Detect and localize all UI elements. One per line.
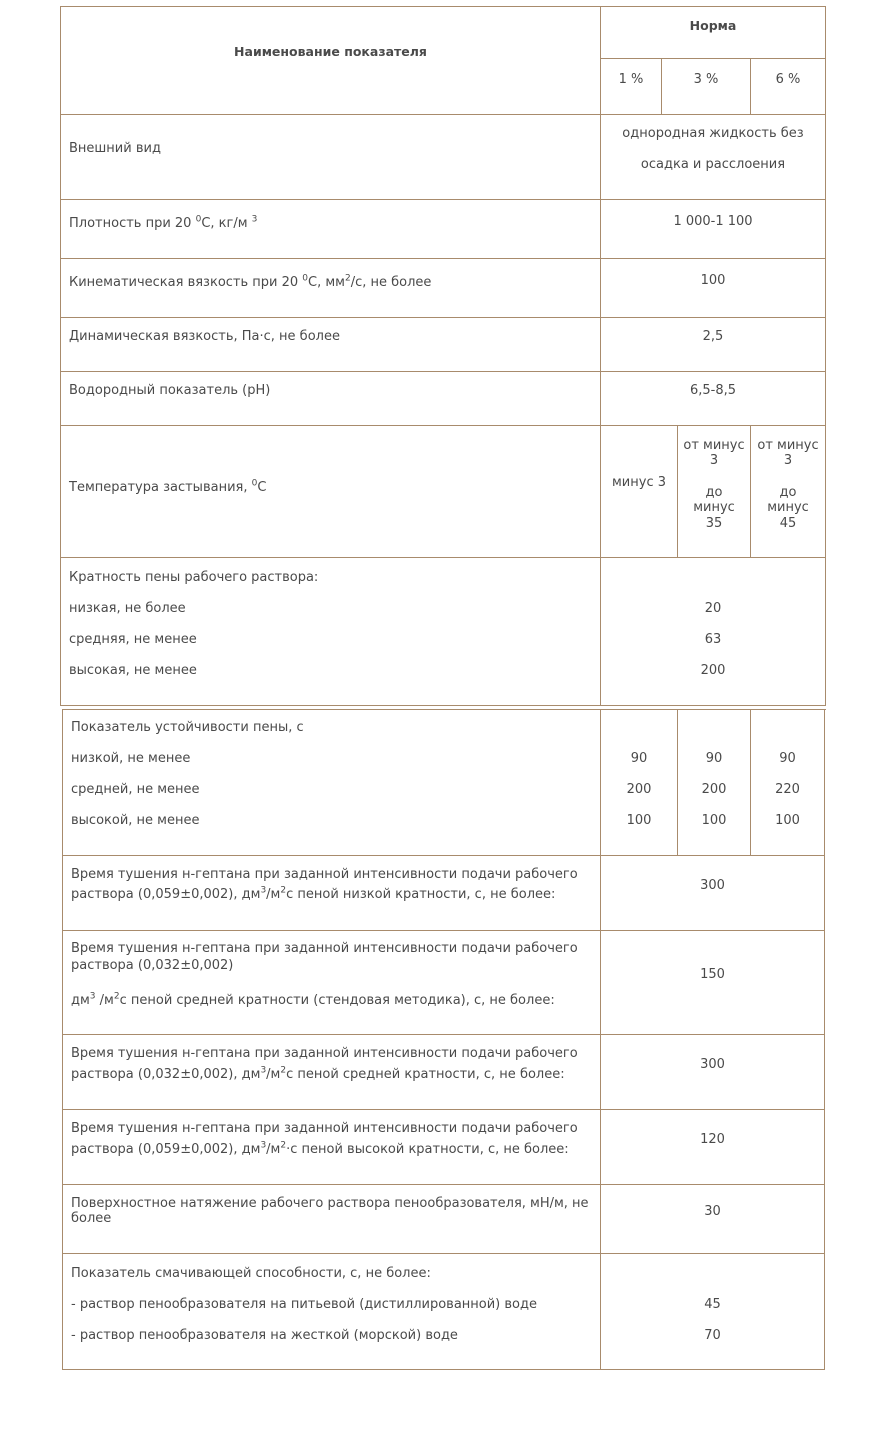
border bbox=[60, 6, 826, 7]
border bbox=[825, 6, 826, 706]
border bbox=[62, 1369, 825, 1370]
row-pour-point-v6-c: до bbox=[779, 485, 797, 500]
row-pour-point-v6-e: 45 bbox=[779, 516, 797, 531]
border bbox=[600, 58, 826, 59]
row-expansion-label: низкая, не более bbox=[69, 601, 186, 616]
border bbox=[60, 371, 826, 372]
row-expansion-value: 200 bbox=[700, 663, 726, 678]
header-conc-6: 6 % bbox=[775, 72, 801, 87]
row-expansion-value: 63 bbox=[704, 632, 722, 647]
row-ext1-value: 300 bbox=[700, 878, 725, 893]
row-appearance-value-1: однородная жидкость без bbox=[622, 126, 804, 141]
border bbox=[62, 1184, 825, 1185]
row-ext4-value: 120 bbox=[700, 1132, 725, 1147]
row-expansion-label: высокая, не менее bbox=[69, 663, 197, 678]
row-stability-v1: 200 bbox=[626, 782, 652, 797]
border bbox=[60, 199, 826, 200]
row-stability-v3: 200 bbox=[701, 782, 727, 797]
row-dyn-visc-label: Динамическая вязкость, Па·с, не более bbox=[69, 329, 340, 344]
row-pour-point-v3-b: 3 bbox=[709, 453, 719, 468]
border bbox=[60, 705, 826, 706]
border bbox=[60, 258, 826, 259]
row-wetting-title: Показатель смачивающей способности, с, не более: bbox=[71, 1266, 431, 1281]
header-conc-3: 3 % bbox=[693, 72, 719, 87]
border bbox=[60, 114, 826, 115]
row-tension-line2: более bbox=[71, 1211, 112, 1226]
row-stability-v6: 100 bbox=[775, 813, 800, 828]
border bbox=[60, 6, 61, 706]
border bbox=[60, 425, 826, 426]
border bbox=[62, 709, 826, 710]
row-stability-label: средней, не менее bbox=[71, 782, 200, 797]
row-wetting-value: 45 bbox=[704, 1297, 721, 1312]
border bbox=[62, 1253, 825, 1254]
row-stability-v3: 100 bbox=[701, 813, 727, 828]
border bbox=[62, 709, 63, 1370]
row-pour-point-v3-a: от минус bbox=[683, 438, 745, 453]
row-ph-value: 6,5-8,5 bbox=[689, 383, 737, 398]
row-expansion-label: средняя, не менее bbox=[69, 632, 197, 647]
row-ext4-line2: раствора (0,059±0,002), $дм^3/м^2\cdot с$ пеной высокой кратности, с, не более: bbox=[71, 1140, 569, 1157]
row-pour-point-v6-b: 3 bbox=[783, 453, 793, 468]
row-ext2-value: 150 bbox=[700, 967, 725, 982]
row-pour-point-v3-c: до bbox=[705, 485, 723, 500]
row-ext3-value: 300 bbox=[700, 1057, 725, 1072]
row-pour-point-v6-d: минус bbox=[767, 500, 809, 515]
border bbox=[62, 855, 825, 856]
row-tension-line1: Поверхностное натяжение рабочего раствора пенообразователя, мН/м, не bbox=[71, 1196, 589, 1211]
row-wetting-value: 70 bbox=[704, 1328, 721, 1343]
row-ext2-line1: Время тушения н-гептана при заданной интенсивности подачи рабочего bbox=[71, 941, 578, 956]
row-ext2-line2: раствора (0,032±0,002) bbox=[71, 958, 234, 973]
border bbox=[60, 317, 826, 318]
row-density-value: 1 000-1 100 bbox=[673, 214, 753, 229]
row-stability-v1: 100 bbox=[626, 813, 652, 828]
row-expansion-title: Кратность пены рабочего раствора: bbox=[69, 570, 319, 585]
row-ext3-line1: Время тушения н-гептана при заданной интенсивности подачи рабочего bbox=[71, 1046, 578, 1061]
row-pour-point-v1: минус 3 bbox=[612, 475, 666, 490]
header-norm: Норма bbox=[689, 18, 737, 33]
row-appearance-label: Внешний вид bbox=[69, 141, 161, 156]
row-appearance-value-2: осадка и расслоения bbox=[640, 157, 786, 172]
border bbox=[60, 557, 826, 558]
row-ext1-line2: раствора (0,059±0,002), $дм^3/м^2с$ пеной низкой кратности, с, не более: bbox=[71, 885, 556, 902]
header-conc-1: 1 % bbox=[618, 72, 644, 87]
border bbox=[62, 1034, 825, 1035]
border bbox=[62, 1109, 825, 1110]
row-stability-v3: 90 bbox=[705, 751, 723, 766]
header-name-column: Наименование показателя bbox=[234, 44, 427, 59]
row-ph-label: Водородный показатель (pH) bbox=[69, 383, 271, 398]
row-stability-label: высокой, не менее bbox=[71, 813, 200, 828]
row-density-label: Плотность при 20 $^0$С, кг/м $^3$ bbox=[69, 214, 258, 231]
row-stability-v6: 220 bbox=[775, 782, 800, 797]
row-kin-visc-label: Кинематическая вязкость при 20 $^0$С, $мм^2/с$, не более bbox=[69, 273, 432, 290]
row-stability-v6: 90 bbox=[779, 751, 796, 766]
border bbox=[600, 709, 601, 1370]
row-ext3-line2: раствора (0,032±0,002), $дм^3/м^2с$ пеной средней кратности, с, не более: bbox=[71, 1065, 565, 1082]
row-ext2-line3: $дм^3$ $/м^2с$ пеной средней кратности (стендовая методика), с, не более: bbox=[71, 991, 555, 1008]
row-pour-point-label: Температура застывания, $^0$С bbox=[69, 478, 267, 495]
row-ext4-line1: Время тушения н-гептана при заданной интенсивности подачи рабочего bbox=[71, 1121, 578, 1136]
row-wetting-label: - раствор пенообразователя на жесткой (морской) воде bbox=[71, 1328, 458, 1343]
row-stability-v1: 90 bbox=[630, 751, 648, 766]
row-pour-point-v3-d: минус bbox=[693, 500, 735, 515]
row-wetting-label: - раствор пенообразователя на питьевой (дистиллированной) воде bbox=[71, 1297, 537, 1312]
row-ext1-line1: Время тушения н-гептана при заданной интенсивности подачи рабочего bbox=[71, 867, 578, 882]
row-pour-point-v6-a: от минус bbox=[757, 438, 819, 453]
row-dyn-visc-value: 2,5 bbox=[702, 329, 724, 344]
border bbox=[824, 709, 825, 1370]
row-tension-value: 30 bbox=[704, 1204, 721, 1219]
row-stability-title: Показатель устойчивости пены, с bbox=[71, 720, 304, 735]
row-pour-point-v3-e: 35 bbox=[705, 516, 723, 531]
row-kin-visc-value: 100 bbox=[700, 273, 726, 288]
row-expansion-value: 20 bbox=[704, 601, 722, 616]
border bbox=[62, 930, 825, 931]
row-stability-label: низкой, не менее bbox=[71, 751, 191, 766]
